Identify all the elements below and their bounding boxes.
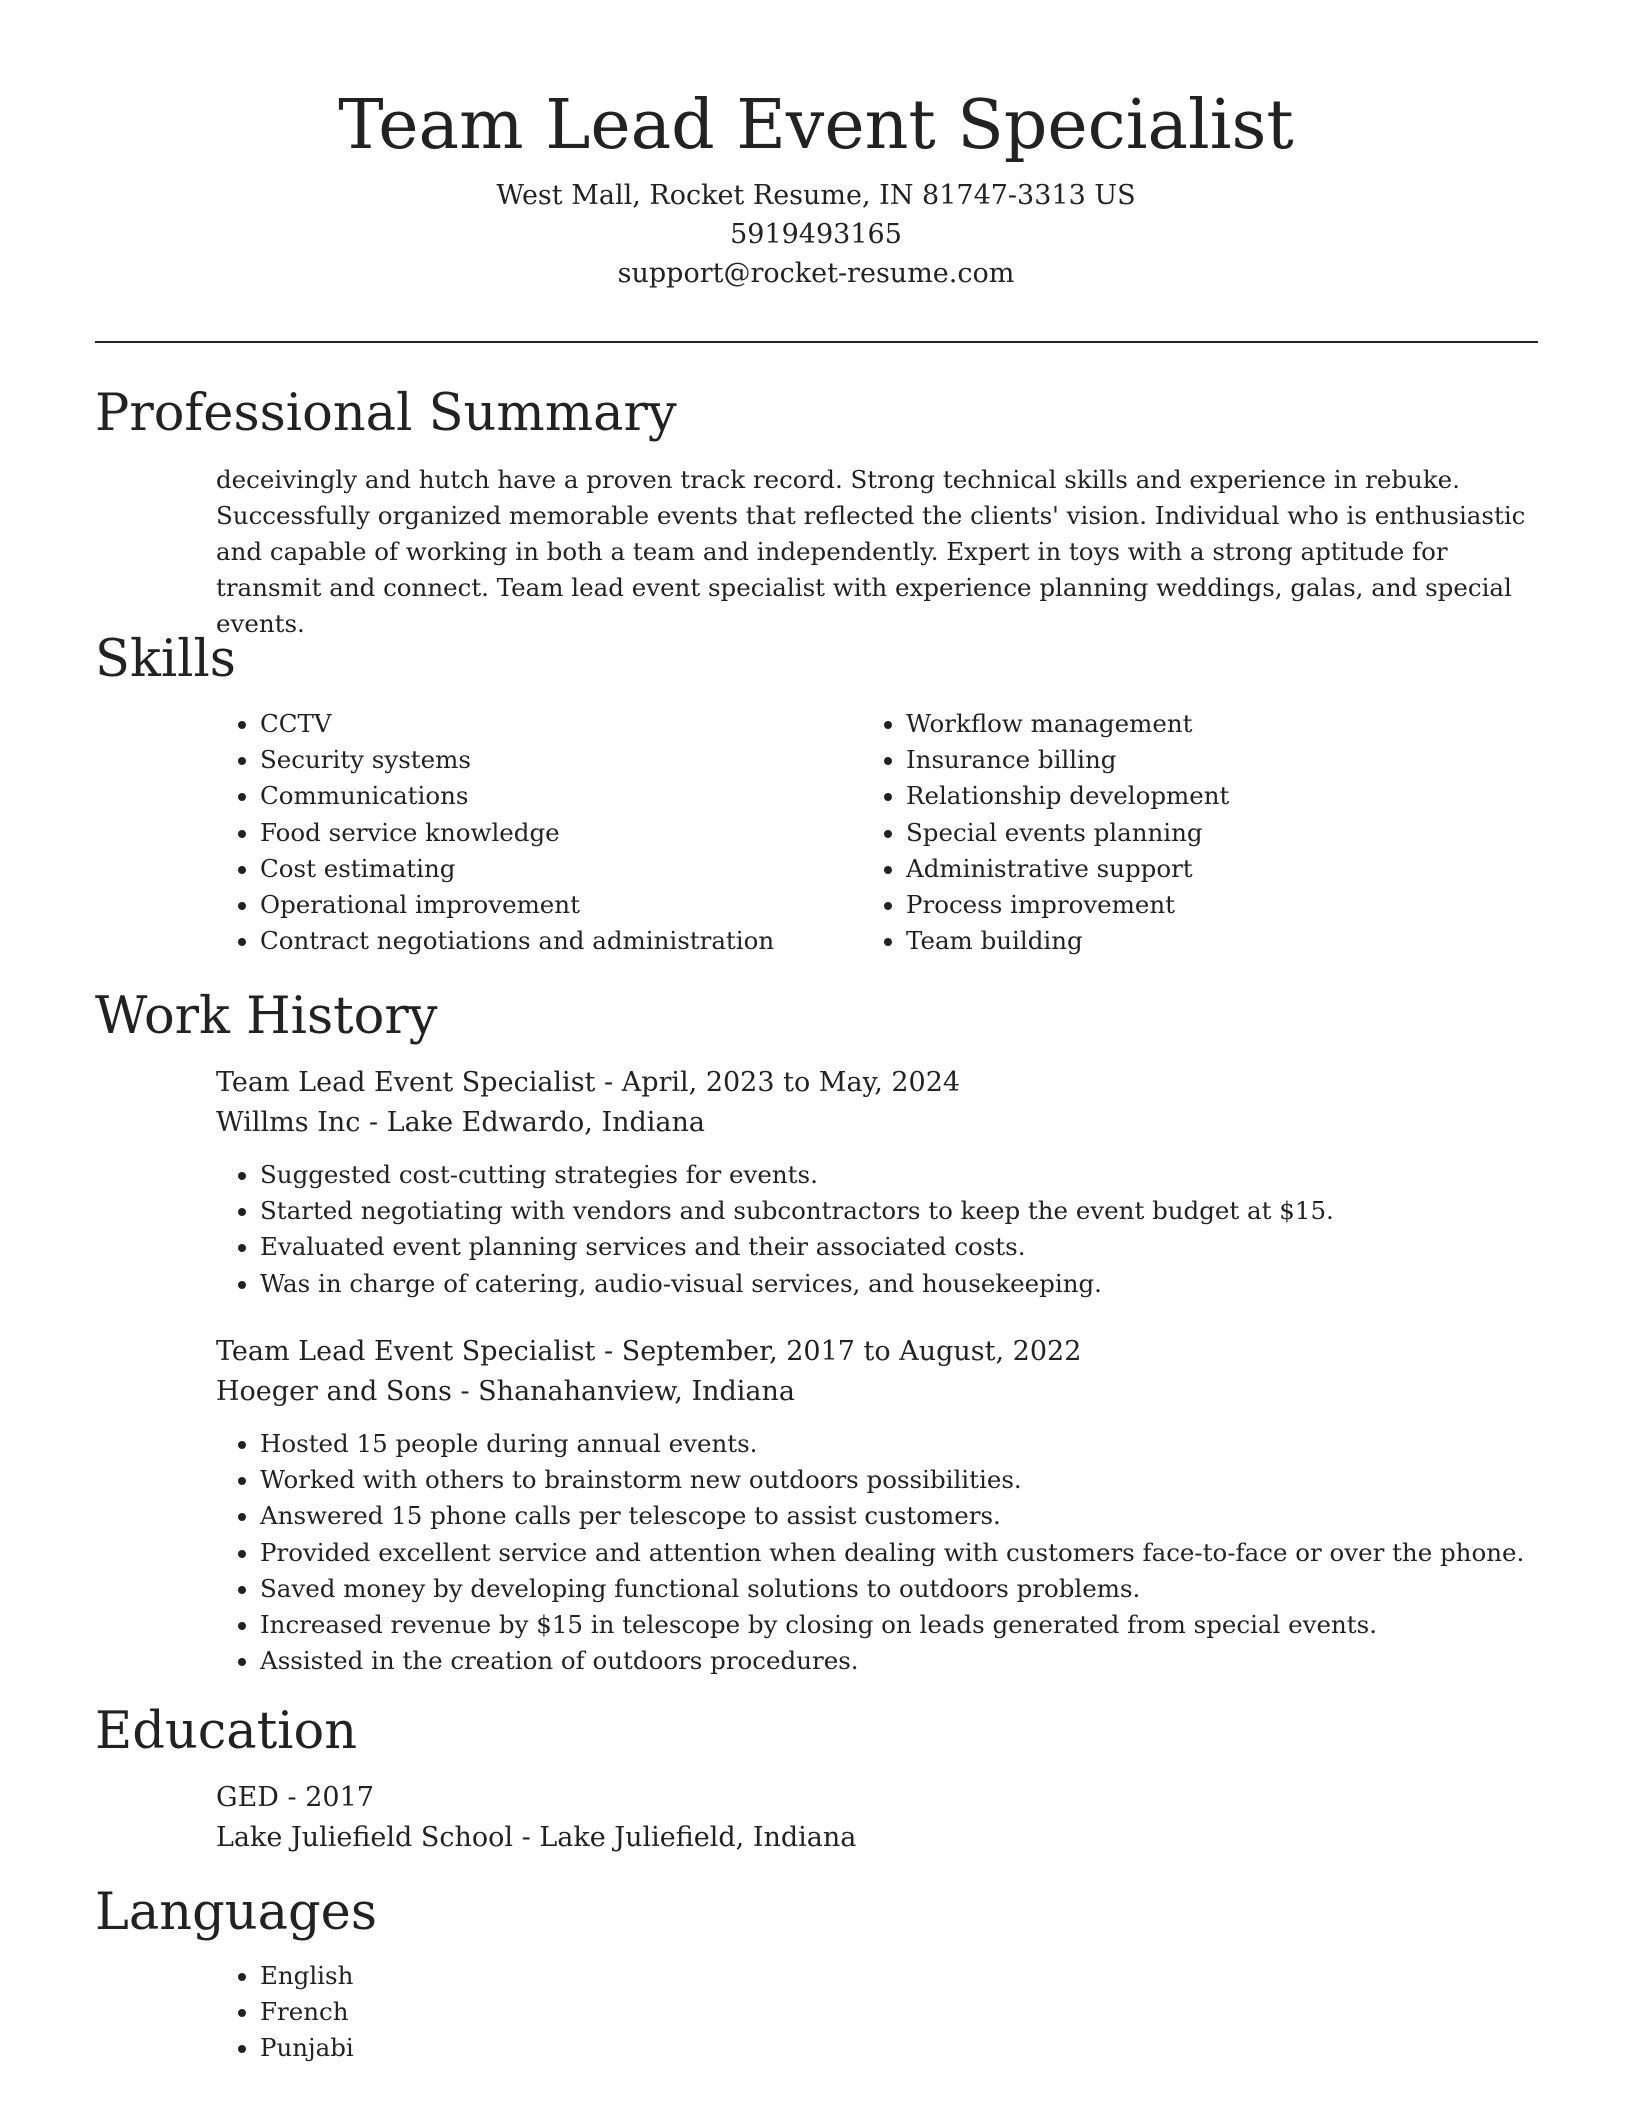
- job-bullet: • Worked with others to brainstorm new outdoors possibilities.: [260, 1462, 1541, 1498]
- skill-item: • Workflow management: [906, 706, 1502, 742]
- job-bullets: [216, 1157, 1541, 1302]
- skill-item: • Process improvement: [906, 887, 1502, 923]
- job-location: - Lake Edwardo, Indiana: [360, 1107, 706, 1138]
- skill-item: • CCTV: [260, 706, 856, 742]
- contact-email: support@rocket-resume.com: [617, 258, 1015, 289]
- education-degree-line: [216, 1778, 1541, 1818]
- job-bullet: • Started negotiating with vendors and subcontractors to keep the event budget at $15.: [260, 1193, 1541, 1229]
- job-bullet: • Saved money by developing functional solutions to outdoors problems.: [260, 1571, 1541, 1607]
- job-dates: - September, 2017 to August, 2022: [595, 1336, 1082, 1367]
- job-title-line: [216, 1332, 1541, 1372]
- skill-item: • Relationship development: [906, 778, 1502, 814]
- skills-column-left: [216, 706, 856, 959]
- work-history-heading: Work History: [95, 987, 438, 1046]
- skill-item: • Insurance billing: [906, 742, 1502, 778]
- resume-header: [0, 78, 1632, 293]
- job-location: - Shanahanview, Indiana: [451, 1376, 796, 1407]
- job-company-line: [216, 1103, 1541, 1143]
- skill-item: • Food service knowledge: [260, 815, 856, 851]
- skill-item: • Contract negotiations and administration: [260, 923, 856, 959]
- skill-item: • Special events planning: [906, 815, 1502, 851]
- education-location: - Lake Juliefield, Indiana: [513, 1822, 857, 1853]
- job-bullet: • Increased revenue by $15 in telescope by closing on leads generated from special events.: [260, 1607, 1541, 1643]
- skill-item: • Operational improvement: [260, 887, 856, 923]
- education-school: Lake Juliefield School: [216, 1822, 514, 1853]
- skills-column-right: [862, 706, 1502, 959]
- candidate-name: Team Lead Event Specialist: [338, 86, 1294, 165]
- language-item: • Punjabi: [260, 2030, 1541, 2066]
- job-title: Team Lead Event Specialist: [216, 1067, 596, 1098]
- job-bullets: [216, 1426, 1541, 1679]
- summary-heading: Professional Summary: [95, 384, 677, 443]
- job-bullet: • Provided excellent service and attention when dealing with customers face-to-face or over the phone.: [260, 1535, 1541, 1571]
- skill-item: • Team building: [906, 923, 1502, 959]
- job-company-line: [216, 1372, 1541, 1412]
- language-item: • French: [260, 1994, 1541, 2030]
- education-entry: [216, 1778, 1541, 1858]
- education-year: - 2017: [278, 1782, 374, 1813]
- job-entry: [216, 1063, 1541, 1302]
- job-company: Willms Inc: [216, 1107, 361, 1138]
- job-title: Team Lead Event Specialist: [216, 1336, 596, 1367]
- skill-item: • Cost estimating: [260, 851, 856, 887]
- job-bullet: • Answered 15 phone calls per telescope to assist customers.: [260, 1498, 1541, 1534]
- job-company: Hoeger and Sons: [216, 1376, 452, 1407]
- languages-block: [216, 1958, 1541, 2067]
- job-bullet: • Suggested cost-cutting strategies for events.: [260, 1157, 1541, 1193]
- job-bullet: • Assisted in the creation of outdoors procedures.: [260, 1643, 1541, 1679]
- contact-phone: 5919493165: [730, 219, 902, 250]
- header-divider: [95, 341, 1538, 343]
- skills-list-left: [216, 706, 856, 959]
- skills-heading: Skills: [95, 630, 236, 689]
- skills-list-right: [862, 706, 1502, 959]
- skill-item: • Security systems: [260, 742, 856, 778]
- education-degree: GED: [216, 1782, 279, 1813]
- job-bullet: • Was in charge of catering, audio-visual services, and housekeeping.: [260, 1266, 1541, 1302]
- contact-address: West Mall, Rocket Resume, IN 81747-3313 US: [496, 180, 1136, 211]
- skill-item: • Administrative support: [906, 851, 1502, 887]
- job-bullet: • Hosted 15 people during annual events.: [260, 1426, 1541, 1462]
- job-dates: - April, 2023 to May, 2024: [595, 1067, 961, 1098]
- summary-text: deceivingly and hutch have a proven track record. Strong technical skills and experience in rebuke. Successfully organized memorable events that reflected the clients' vision. Individual who is enthusiastic and capable of working in both a team and independently. Expert in toys with a strong aptitude for transmit and connect. Team lead event specialist with experience planning weddings, galas, and special events.: [216, 465, 1526, 638]
- job-title-line: [216, 1063, 1541, 1103]
- education-school-line: [216, 1818, 1541, 1858]
- languages-list: [216, 1958, 1541, 2067]
- language-item: • English: [260, 1958, 1541, 1994]
- job-entry: [216, 1332, 1541, 1679]
- job-bullet: • Evaluated event planning services and their associated costs.: [260, 1229, 1541, 1265]
- education-heading: Education: [95, 1702, 358, 1761]
- languages-heading: Languages: [95, 1883, 378, 1942]
- skill-item: • Communications: [260, 778, 856, 814]
